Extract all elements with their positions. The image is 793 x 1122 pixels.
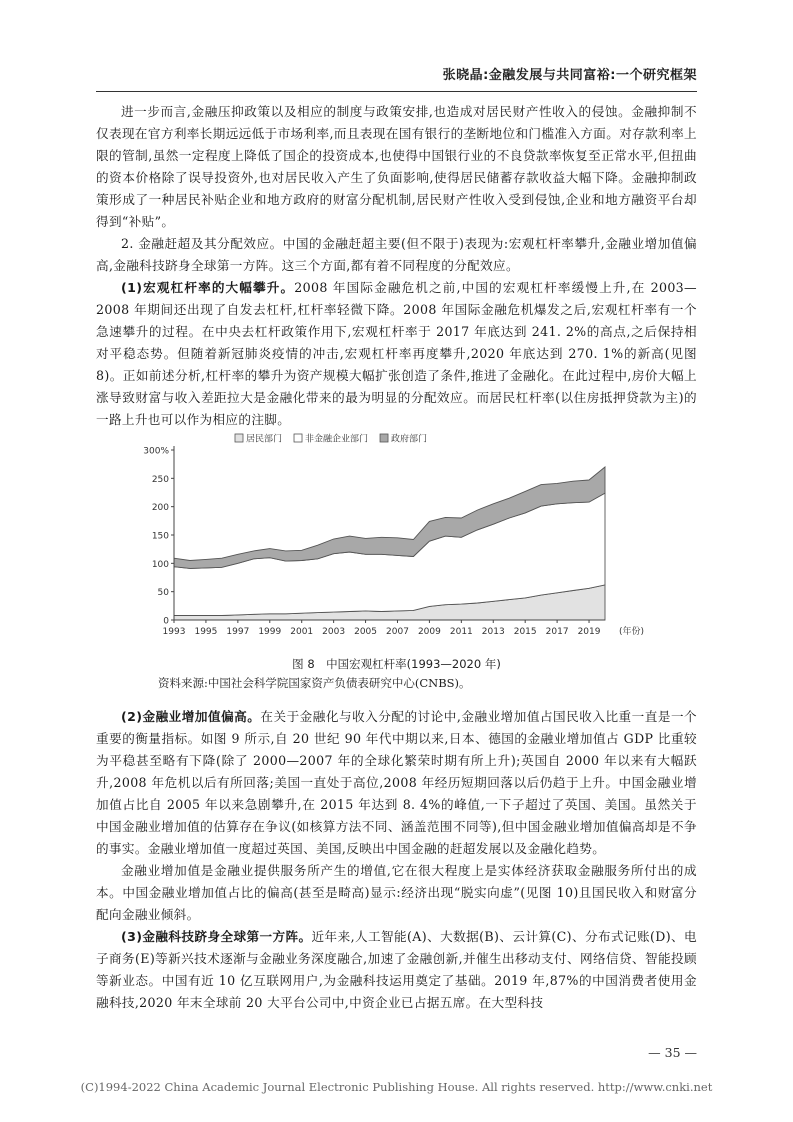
x-tick-label: 2003: [322, 627, 346, 637]
legend-item: [380, 433, 427, 445]
x-tick-label: 2005: [354, 627, 378, 637]
x-tick-label: 2009: [417, 627, 441, 637]
y-tick-label: 150: [151, 531, 169, 542]
paragraph: [96, 860, 697, 926]
paragraph: [96, 101, 697, 233]
x-tick-label: 2001: [290, 627, 314, 637]
paragraph-lead: (1)宏观杠杆率的大幅攀升。: [121, 280, 295, 295]
y-tick-label: 100: [151, 559, 169, 570]
y-tick-label: 200: [151, 503, 169, 514]
header-rule: [96, 91, 697, 92]
x-tick-label: 1993: [162, 627, 186, 637]
x-tick-label: 2011: [449, 627, 473, 637]
figure-source: 资料来源:中国社会科学院国家资产负债表研究中心(CNBS)。: [158, 676, 471, 690]
running-header-title: 张晓晶:金融发展与共同富裕:一个研究框架: [442, 68, 697, 83]
x-tick-label: 1999: [258, 627, 282, 637]
chart-areas: [174, 467, 605, 620]
x-tick-label: 2007: [386, 627, 409, 637]
figure-caption: 图 8 中国宏观杠杆率(1993—2020 年): [292, 657, 501, 671]
chart-legend: [235, 433, 427, 445]
y-tick-label: 300%: [143, 446, 169, 457]
paragraph-text: 在关于金融化与收入分配的讨论中,金融业增加值占国民收入比重一直是一个重要的衡量指标。如图 9 所示,自 20 世纪 90 年代中期以来,日本、德国的金融业增加值占 GDP 比重较为平稳甚至略有下降(除了 2000—2007 年的全球化繁荣时期有所上升);英国自 2000 年以来有大幅跃升,2008 年危机以后有所回落;美国一直处于高位,2008 年经历短期回落以后仍趋于上升。中国金融业增加值占比自 2005 年以来急剧攀升,在 2015 年达到 8. 4%的峰值,一下子超过了英国、美国。虽然关于中国金融业增加值的估算存在争议(如核算方法不同、涵盖范围不同等),但中国金融业增加值偏高却是不争的事实。金融业增加值一度超过英国、美国,反映出中国金融的赶超发展以及金融化趋势。: [96, 709, 697, 856]
body-text-top: [96, 101, 697, 431]
legend-label: 居民部门: [246, 434, 283, 445]
paragraph-text: 2. 金融赶超及其分配效应。中国的金融赶超主要(但不限于)表现为:宏观杠杆率攀升,金融业增加值偏高,金融科技跻身全球第一方阵。这三个方面,都有着不同程度的分配效应。: [96, 236, 697, 273]
paragraph: [96, 277, 697, 431]
copyright-line: (C)1994-2022 China Academic Journal Electronic Publishing House. All rights reserved. http://www.cnki.net: [80, 1080, 713, 1094]
x-tick-label: 1995: [194, 627, 218, 637]
paragraph-text: 金融业增加值是金融业提供服务所产生的增值,它在很大程度上是实体经济获取金融服务所付出的成本。中国金融业增加值占比的偏高(甚至是畸高)显示:经济出现“脱实向虚”(见图 10)且国民收入和财富分配向金融业倾斜。: [96, 863, 697, 922]
x-tick-label: 2013: [481, 627, 505, 637]
paragraph-lead: (3)金融科技跻身全球第一方阵。: [121, 929, 312, 944]
paragraph-text: 进一步而言,金融压抑政策以及相应的制度与政策安排,也造成对居民财产性收入的侵蚀。金融抑制不仅表现在官方利率长期远远低于市场利率,而且表现在国有银行的垄断地位和门槛准入方面。对存款利率上限的管制,虽然一定程度上降低了国企的投资成本,也使得中国银行业的不良贷款率恢复至正常水平,但扭曲的资本价格除了误导投资外,也对居民收入产生了负面影响,使得居民储蓄存款收益大幅下降。金融抑制政策形成了一种居民补贴企业和地方政府的财富分配机制,居民财产性收入受到侵蚀,企业和地方融资平台却得到“补贴”。: [96, 104, 697, 229]
legend-swatch: [294, 434, 302, 442]
running-header: [0, 64, 793, 84]
paragraph-lead: (2)金融业增加值偏高。: [121, 709, 261, 724]
y-tick-label: 0: [163, 616, 169, 627]
x-tick-label: 2015: [513, 627, 537, 637]
page-number: — 35 —: [648, 1045, 697, 1060]
x-unit-label: (年份): [619, 627, 645, 637]
paragraph: [96, 926, 697, 1014]
legend-swatch: [235, 434, 243, 442]
paragraph: [96, 233, 697, 277]
legend-swatch: [380, 434, 388, 442]
x-tick-label: 2017: [545, 627, 569, 637]
paragraph-text: 近年来,人工智能(A)、大数据(B)、云计算(C)、分布式记账(D)、电子商务(E)等新兴技术逐渐与金融业务深度融合,加速了金融创新,并催生出移动支付、网络信贷、智能投顾等新业态。中国有近 10 亿互联网用户,为金融科技运用奠定了基础。2019 年,87%的中国消费者使用金融科技,2020 年末全球前 20 大平台公司中,中资企业已占据五席。在大型科技: [96, 929, 698, 1010]
legend-label: 非金融企业部门: [305, 434, 369, 445]
legend-item: [235, 433, 282, 445]
legend-label: 政府部门: [391, 434, 428, 445]
legend-item: [294, 433, 368, 445]
leverage-chart: [140, 428, 645, 650]
y-tick-label: 50: [157, 588, 169, 599]
x-tick-label: 2019: [577, 627, 601, 637]
paragraph-text: 2008 年国际金融危机之前,中国的宏观杠杆率缓慢上升,在 2003—2008 年期间还出现了自发去杠杆,杠杆率轻微下降。2008 年国际金融危机爆发之后,宏观杠杆率有一个急速攀升的过程。在中央去杠杆政策作用下,宏观杠杆率于 2017 年底达到 241. 2%的高点,之后保持相对平稳态势。但随着新冠肺炎疫情的冲击,宏观杠杆率再度攀升,2020 年底达到 270. 1%的新高(见图 8)。正如前述分析,杠杆率的攀升为资产规模大幅扩张创造了条件,推进了金融化。在此过程中,房价大幅上涨导致财富与收入差距拉大是金融化带来的最为明显的分配效应。而居民杠杆率(以住房抵押贷款为主)的一路上升也可以作为相应的注脚。: [96, 280, 697, 427]
paragraph: [96, 706, 697, 860]
y-tick-label: 250: [151, 474, 169, 485]
body-text-bottom: [96, 706, 697, 1014]
x-tick-label: 1997: [226, 627, 250, 637]
